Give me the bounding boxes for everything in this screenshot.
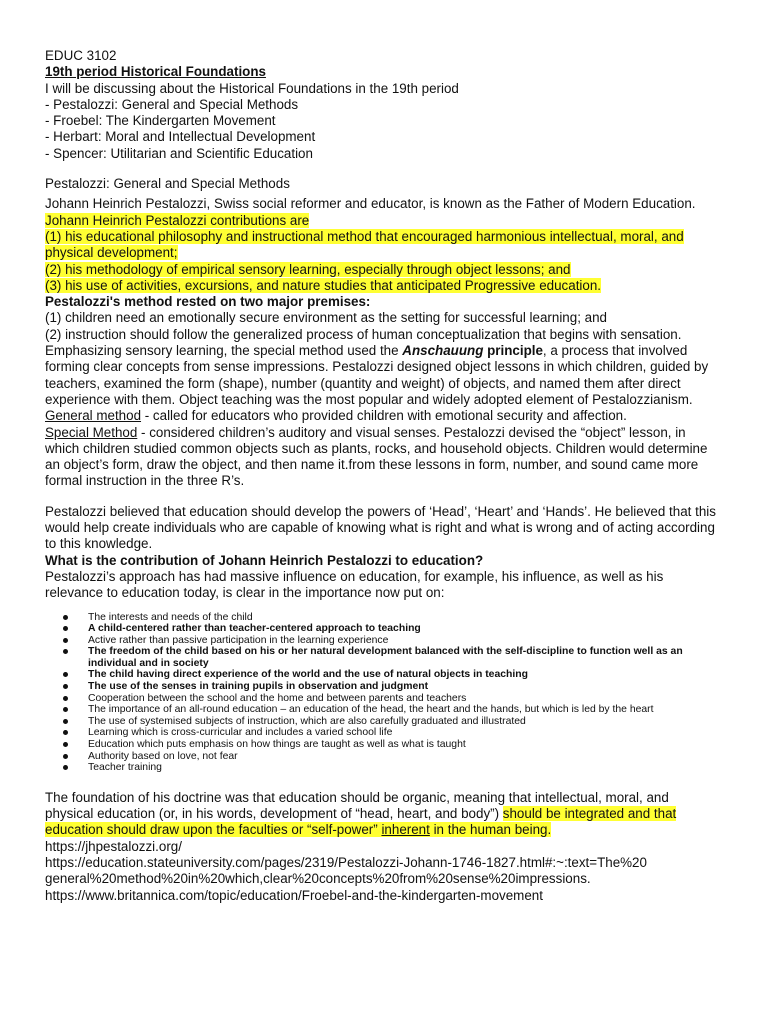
list-item	[63, 635, 716, 647]
list-item	[63, 704, 716, 716]
topic-item: - Pestalozzi: General and Special Methods	[45, 96, 299, 112]
bullet-dot	[63, 742, 68, 747]
principle-term: principle	[483, 343, 543, 359]
list-item-text: The use of systemised subjects of instruction, which are also carefully graduated and illustrated	[88, 715, 526, 727]
reference-link[interactable]: https://www.britannica.com/topic/education/Froebel-and-the-kindergarten-movement	[45, 887, 543, 903]
general-method-label: General method	[45, 408, 142, 424]
bullet-dot	[63, 684, 68, 689]
premises-heading: Pestalozzi's method rested on two major premises:	[45, 294, 371, 310]
topic-item: - Spencer: Utilitarian and Scientific Education	[45, 145, 313, 161]
contributions-block	[45, 213, 716, 294]
reference-link[interactable]: https://education.stateuniversity.com/pages/2319/Pestalozzi-Johann-1746-1827.html#:~:text=The%20	[45, 855, 647, 870]
list-item-text: A child-centered rather than teacher-centered approach to teaching	[88, 623, 421, 635]
anschauung-term: Anschauung	[402, 343, 484, 359]
list-item	[63, 623, 716, 635]
section-heading: Pestalozzi: General and Special Methods	[45, 176, 290, 192]
bullet-dot	[63, 672, 68, 677]
question-heading: What is the contribution of Johann Heinrich Pestalozzi to education?	[45, 552, 484, 568]
list-item	[63, 681, 716, 693]
highlighted-phrase: in the human being.	[429, 822, 552, 838]
list-item-text: Education which puts emphasis on how things are taught as well as what is taught	[88, 739, 466, 751]
course-code: EDUC 3102	[45, 48, 117, 63]
bullet-dot	[63, 696, 68, 701]
list-item	[63, 716, 716, 728]
contributions-intro: Johann Heinrich Pestalozzi contributions are	[45, 212, 310, 228]
general-method-text: - called for educators who provided children with emotional security and affection.	[141, 408, 627, 424]
list-item	[63, 739, 716, 751]
bullet-dot	[63, 765, 68, 770]
reference-link[interactable]: https://jhpestalozzi.org/	[45, 838, 182, 854]
highlighted-phrase: and that education should draw upon the faculties or “self-power”	[45, 806, 677, 838]
special-method-text: - considered children’s auditory and visual senses. Pestalozzi devised the “object” lesson, in which children studied common objects such as plants, rocks, and household objects. Children would determine an object’s form, draw the object, and then name it.from these lessons in form, number, and sound came more formal instruction in the three R’s.	[45, 424, 708, 489]
spacer	[45, 490, 716, 504]
list-item-text: Cooperation between the school and the home and between parents and teachers	[88, 692, 467, 704]
list-item	[63, 669, 716, 681]
general-method-paragraph	[45, 408, 716, 424]
intro-text: I will be discussing about the Historical Foundations in the 19th period	[45, 80, 459, 96]
closing-text: The foundation of his doctrine was that education should be organic, meaning that intellectual, moral, and physical education (or, in his words, development of “head, heart, and body”)	[45, 789, 669, 822]
contribution-item: (3) his use of activities, excursions, and nature studies that anticipated Progressive education.	[45, 277, 602, 293]
bullet-dot	[63, 649, 68, 654]
intro-paragraph: Johann Heinrich Pestalozzi, Swiss social reformer and educator, is known as the Father of Modern Education.	[45, 196, 696, 212]
document-title: 19th period Historical Foundations	[45, 64, 266, 80]
list-item-text: The child having direct experience of the world and the use of natural objects in teaching	[88, 669, 528, 681]
contribution-item: (1) his educational philosophy and instructional method that encouraged harmonious intellectual, moral, and physical development;	[45, 228, 684, 261]
list-item-text: The use of the senses in training pupils in observation and judgment	[88, 681, 429, 693]
highlighted-phrase: should be integrated	[502, 806, 625, 822]
list-item-text: Active rather than passive participation in the learning experience	[88, 634, 389, 646]
sensory-paragraph	[45, 343, 716, 408]
influence-list	[45, 612, 716, 774]
closing-paragraph	[45, 790, 716, 839]
list-item-text: Learning which is cross-curricular and includes a varied school life	[88, 727, 393, 739]
sensory-text: Emphasizing sensory learning, the special method used the	[45, 343, 403, 359]
special-method-label: Special Method	[45, 424, 138, 440]
list-item-text: Authority based on love, not fear	[88, 750, 238, 762]
contribution-item: (2) his methodology of empirical sensory learning, especially through object lessons; and	[45, 261, 571, 277]
bullet-dot	[63, 638, 68, 643]
head-heart-hands-paragraph: Pestalozzi believed that education should develop the powers of ‘Head’, ‘Heart’ and ‘Hands’. He believed that this would help create individuals who are capable of knowing what is right and what is wrong and of acting according to this knowledge.	[45, 503, 716, 552]
list-item	[63, 693, 716, 705]
bullet-dot	[63, 707, 68, 712]
spacer	[45, 774, 716, 790]
list-item-text: Teacher training	[88, 762, 162, 774]
reference-link[interactable]: general%20method%20in%20which,clear%20concepts%20from%20sense%20impressions.	[45, 871, 591, 887]
bullet-dot	[63, 615, 68, 620]
topic-item: - Herbart: Moral and Intellectual Development	[45, 129, 316, 145]
bullet-dot	[63, 626, 68, 631]
spacer	[45, 162, 716, 176]
list-item-text: The interests and needs of the child	[88, 611, 253, 623]
highlighted-phrase: inherent	[381, 822, 430, 838]
bullet-dot	[63, 730, 68, 735]
list-item-text: The importance of an all-round education – an education of the head, the heart and the hands, but which is led by the heart	[88, 704, 654, 716]
sensory-text: , a process that involved forming clear concepts from sense impressions. Pestalozzi designed object lessons in which children, guided by teachers, examined the form (shape), number (quantity and weight) of objects, and named them after direct experience with them. Object teaching was the most popular and widely adopted element of Pestalozzianism.	[45, 343, 709, 407]
premise-item: (2) instruction should follow the generalized process of human conceptualization that begins with sensation.	[45, 326, 682, 342]
list-item	[63, 727, 716, 739]
bullet-dot	[63, 754, 68, 759]
list-item-text: The freedom of the child based on his or her natural development balanced with the self-discipline to function well as an individual and in society	[88, 646, 683, 669]
list-item	[63, 612, 716, 624]
list-item	[63, 751, 716, 763]
premise-item: (1) children need an emotionally secure environment as the setting for successful learning; and	[45, 310, 607, 326]
list-item	[63, 646, 716, 669]
answer-paragraph: Pestalozzi’s approach has had massive influence on education, for example, his influence, as well as his relevance to education today, is clear in the importance now put on:	[45, 568, 664, 601]
bullet-dot	[63, 719, 68, 724]
topic-item: - Froebel: The Kindergarten Movement	[45, 113, 276, 129]
list-item	[63, 762, 716, 774]
special-method-paragraph	[45, 425, 716, 490]
